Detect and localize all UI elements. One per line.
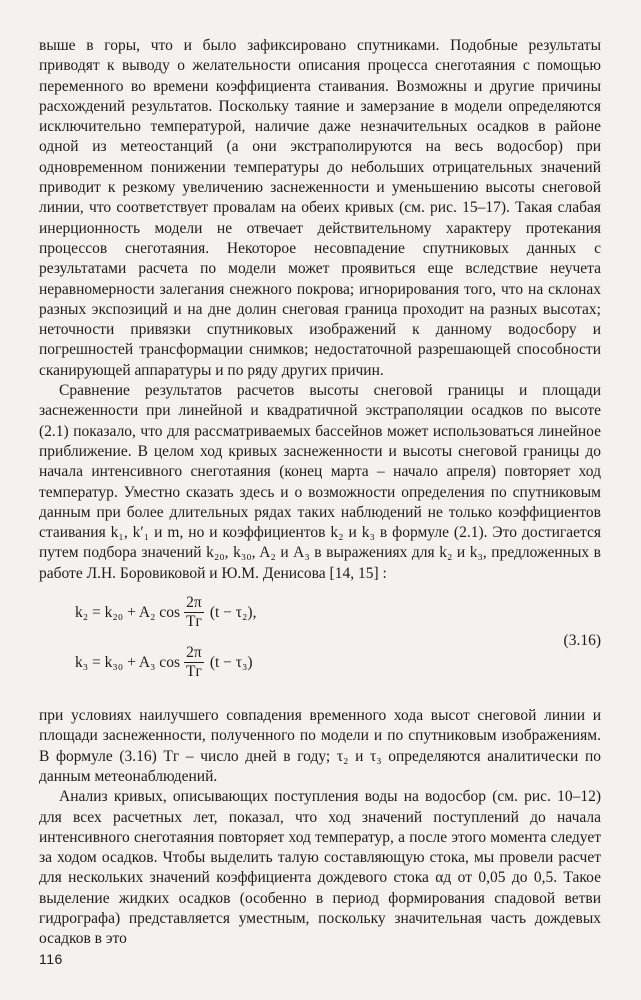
paragraph-4: Анализ кривых, описывающих поступления воды на водосбор (см. рис. 10–12) для всех расчетных лет, показал, что ход значений поступлений до начала интенсивного снеготаяния повторяет ход температур, а после этого момента следует за ходом осадков. Чтобы выделить талую составляющую стока, мы провели расчет для нескольких значений коэффициента дождевого стока αд от 0,05 до 0,5. Такое выделение жидких осадков (особенно в период формирования спадовой ветви гидрографа) представляется уместным, поскольку значительная часть дождевых осадков в это [39, 788, 601, 948]
paragraph-3: при условиях наилучшего совпадения временного хода высот снеговой линии и площади заснеженности, полученного по модели и по спутниковым изображениям. В формуле (3.16) Tг – число дней в году; τ₂ и τ₃ определяются аналитически по данным метеонаблюдений. [39, 707, 601, 785]
formula-k3-left: k₃ = k₃₀ + A₃ cos [75, 653, 180, 671]
formula-line-k3 [75, 644, 253, 681]
formula-number: (3.16) [563, 632, 601, 650]
formula-k3-fraction [184, 644, 204, 681]
formula-k3-right: (t − τ₃) [209, 653, 253, 671]
paragraph-1: выше в горы, что и было зафиксировано спутниками. Подобные результаты приводят к выводу о желательности описания процесса снеготаяния с помощью переменного во времени коэффициента стаивания. Возможны и другие причины расхождений результатов. Поскольку таяние и замерзание в модели определяются исключительно температурой, наличие даже незначительных осадков в районе одной из метеостанций (а они экстраполируются на весь водосбор) при одновременном понижении температуры до небольших отрицательных значений приводит к резкому увеличению заснеженности и уменьшению высоты снеговой линии, что соответствует провалам на обеих кривых (см. рис. 15–17). Такая слабая инерционность модели не отвечает действительному характеру протекания процессов снеготаяния. Некоторое несовпадение спутниковых данных с результатами расчета по модели может проявиться еще вследствие неучета неравномерности залегания снежного покрова; игнорирования того, что на склонах разных экспозиций и на дне долин снеговая граница проходит на разных высотах; неточности привязки спутниковых изображений к данному водосбору и погрешностей трансформации снимков; недостаточной разрешающей способности сканирующей аппаратуры и по ряду других причин. [39, 37, 601, 379]
formula-k2-right: (t − τ₂), [209, 603, 257, 621]
formula-k3-denominator: Tг [185, 663, 202, 681]
formula-k2-denominator: Tг [185, 613, 202, 631]
formula-k2-fraction [184, 594, 204, 631]
formula-3-16 [39, 592, 601, 696]
page-number: 116 [39, 951, 63, 967]
page-body [39, 36, 601, 950]
formula-k2-numerator: 2π [186, 594, 202, 612]
formula-k2-left: k₂ = k₂₀ + A₂ cos [75, 603, 180, 621]
formula-k3-numerator: 2π [186, 644, 202, 662]
formula-line-k2 [75, 594, 256, 631]
paragraph-2: Сравнение результатов расчетов высоты снеговой границы и площади заснеженности при линейной и квадратичной экстраполяции осадков по высоте (2.1) показало, что для рассматриваемых бассейнов может использоваться линейное приближение. В целом ход кривых заснеженности и высоты снеговой границы до начала интенсивного снеготаяния (конец марта – начало апреля) повторяет ход температур. Уместно сказать здесь и о возможности определения по спутниковым данным при более длительных рядах таких наблюдений не только коэффициентов стаивания k₁, k′₁ и m, но и коэффициентов k₂ и k₃ в формуле (2.1). Это достигается путем подбора значений k₂₀, k₃₀, A₂ и A₃ в выражениях для k₂ и k₃, предложенных в работе Л.Н. Боровиковой и Ю.М. Денисова [14, 15] : [39, 382, 601, 582]
